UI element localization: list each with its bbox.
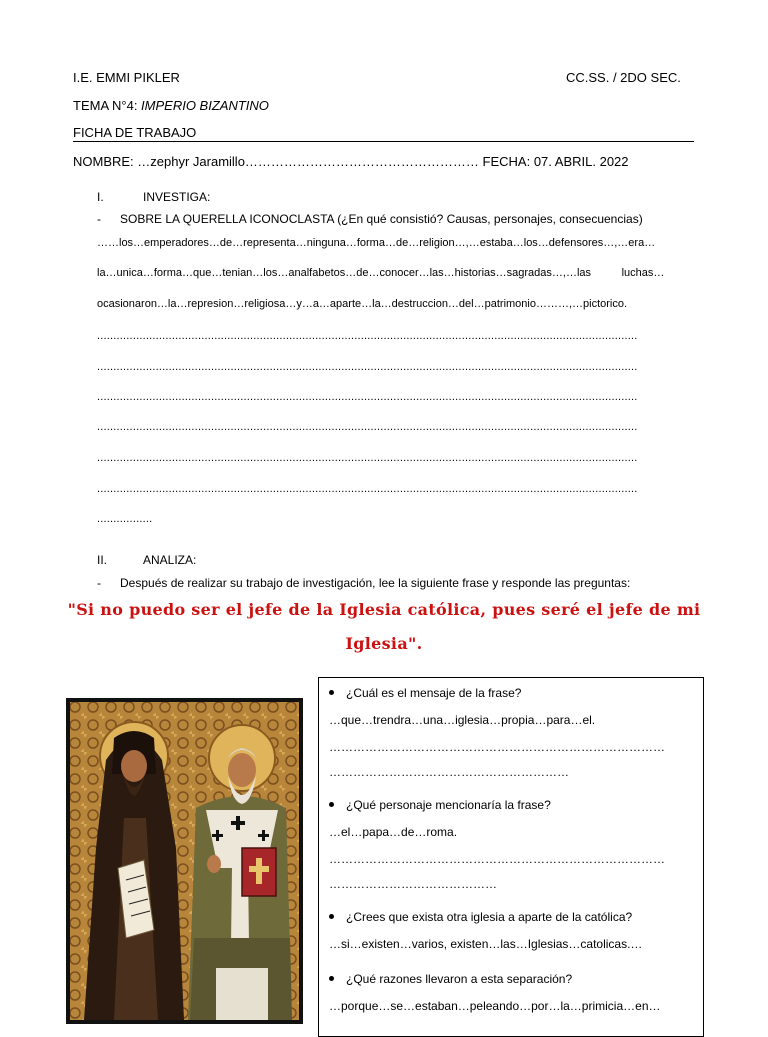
tema-value: IMPERIO BIZANTINO — [141, 98, 269, 113]
dotted-line-short: ................. — [97, 513, 153, 525]
section2-title: ANALIZA: — [143, 553, 197, 567]
answer-4: …porque…se…estaban…peleando…por…la…primicia…en… — [329, 999, 661, 1013]
bullet-icon — [329, 914, 334, 919]
dotted-line: ...................................................................................................................................................................... — [97, 483, 638, 495]
quote-line-1: "Si no puedo ser el jefe de la Iglesia católica, pues seré el jefe de mi — [67, 600, 701, 619]
tema-heading — [73, 98, 269, 113]
answer-2-dots: …………………………………… — [329, 877, 497, 891]
question-2: ¿Qué personaje mencionaría la frase? — [329, 798, 551, 812]
answer-1-dots: ………………………………………………………………………… — [329, 740, 665, 754]
bullet-icon — [329, 976, 334, 981]
section2-dash: - — [97, 576, 101, 590]
section1-number: I. — [97, 190, 104, 204]
dotted-line: ...................................................................................................................................................................... — [97, 361, 638, 373]
question-4: ¿Qué razones llevaron a esta separación? — [329, 972, 572, 986]
dotted-line: ...................................................................................................................................................................... — [97, 330, 638, 342]
answer-1: …que…trendra…una…iglesia…propia…para…el. — [329, 713, 596, 727]
section1-dash: - — [97, 212, 101, 226]
nombre-fecha-line: NOMBRE: …zephyr Jaramillo……………………………………………… FECHA: 07. ABRIL. 2022 — [73, 154, 629, 169]
questions-box — [318, 677, 704, 1037]
section2-number: II. — [97, 553, 108, 567]
section1-prompt: SOBRE LA QUERELLA ICONOCLASTA (¿En qué consistió? Causas, personajes, consecuencias) — [120, 212, 643, 226]
dotted-line: ...................................................................................................................................................................... — [97, 452, 638, 464]
ficha-title: FICHA DE TRABAJO — [73, 125, 197, 140]
dotted-line: ...................................................................................................................................................................... — [97, 421, 638, 433]
answer-3: …si…existen…varios, existen…las…Iglesias…catolicas.… — [329, 937, 643, 951]
answer-line-2: la…unica…forma…que…tenian…los…analfabetos…de…conocer…las…historias…sagradas…,…las luchas… — [97, 267, 665, 279]
question-3: ¿Crees que exista otra iglesia a aparte de la católica? — [329, 910, 632, 924]
header-divider — [73, 141, 694, 142]
dotted-line: ...................................................................................................................................................................... — [97, 391, 638, 403]
quote-line-2: Iglesia". — [345, 634, 423, 653]
section2-prompt: Después de realizar su trabajo de investigación, lee la siguiente frase y responde las preguntas: — [120, 576, 631, 590]
question-1: ¿Cuál es el mensaje de la frase? — [329, 686, 521, 700]
tema-label: TEMA N°4: — [73, 98, 142, 113]
answer-1-dots: …………………………………………………… — [329, 765, 569, 779]
school-name: I.E. EMMI PIKLER — [73, 70, 180, 85]
answer-line-1: ……los…emperadores…de…representa…ninguna…forma…de…religion…,…estaba…los…defensores…,…era… — [97, 237, 656, 249]
answer-line-3: ocasionaron…la…represion…religiosa…y…a…aparte…la…destruccion…del…patrimonio………,…pictorico. — [97, 298, 628, 310]
byzantine-icon-image — [66, 698, 303, 1024]
answer-2: …el…papa…de…roma. — [329, 825, 458, 839]
bullet-icon — [329, 802, 334, 807]
section1-title: INVESTIGA: — [143, 190, 211, 204]
answer-2-dots: ………………………………………………………………………… — [329, 852, 665, 866]
bullet-icon — [329, 690, 334, 695]
course-label: CC.SS. / 2DO SEC. — [566, 70, 681, 85]
